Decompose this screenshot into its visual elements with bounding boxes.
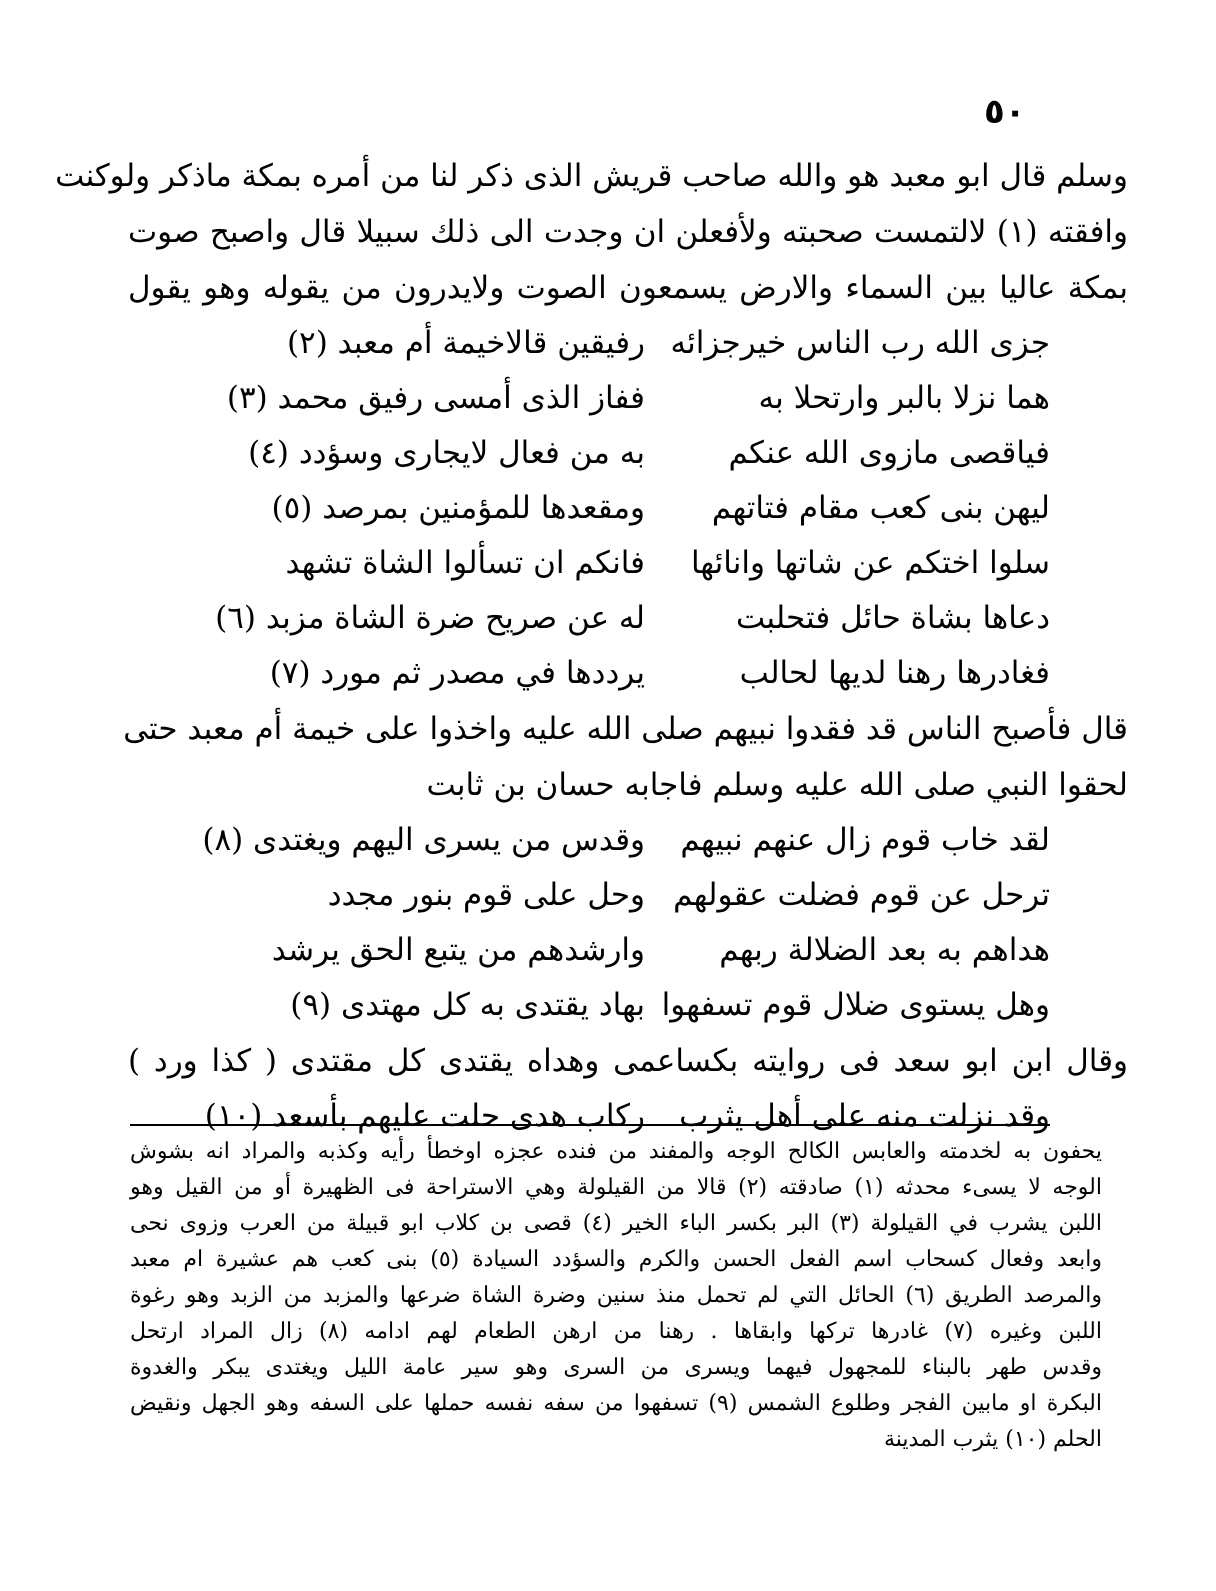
first-hemistich: ليهن بنى كعب مقام فتاتهم xyxy=(711,490,1050,526)
footnote-line: اللبن يشرب في القيلولة (٣) البر بكسر الباء الخير (٤) قصى بن كلاب ابو قبيلة من العرب وزوى نحى xyxy=(130,1211,1102,1236)
page-number: ٥٠ xyxy=(984,92,1026,132)
second-hemistich: وحل على قوم بنور مجدد xyxy=(327,877,645,913)
footnote-line: وابعد وفعال كسحاب اسم الفعل الحسن والكرم والسؤدد السيادة (٥) بنى كعب هم عشيرة ام معبد xyxy=(130,1247,1102,1272)
verse-line xyxy=(128,813,1128,868)
verse-line xyxy=(128,646,1128,701)
second-hemistich: ومقعدها للمؤمنين بمرصد (٥) xyxy=(271,490,645,526)
prose-line: لحقوا النبي صلى الله عليه وسلم فاجابه حسان بن ثابت xyxy=(426,767,1128,803)
first-hemistich: جزى الله رب الناس خيرجزائه xyxy=(670,325,1050,361)
verse-line xyxy=(128,481,1128,536)
first-hemistich: هما نزلا بالبر وارتحلا به xyxy=(758,380,1050,416)
second-hemistich: ففاز الذى أمسى رفيق محمد (٣) xyxy=(226,380,645,416)
first-hemistich: وقد نزلت منه على أهل يثرب xyxy=(679,1098,1050,1134)
footnote-line: وقدس طهر بالبناء للمجهول فيهما ويسرى من السرى وهو سير عامة الليل ويغتدى يبكر والغدوة xyxy=(130,1355,1102,1380)
prose-line: وسلم قال ابو معبد هو والله صاحب قريش الذى ذكر لنا من أمره بمكة ماذكر ولوكنت xyxy=(55,158,1128,194)
first-hemistich: دعاها بشاة حائل فتحلبت xyxy=(735,600,1050,636)
second-hemistich: ركاب هدى حلت عليهم بأسعد (١٠) xyxy=(204,1098,645,1134)
prose-line: وافقته (١) لالتمست صحبته ولأفعلن ان وجدت الى ذلك سبيلا قال واصبح صوت xyxy=(128,214,1128,250)
first-hemistich: فياقصى مازوى الله عنكم xyxy=(728,435,1050,471)
footnote-line: الحلم (١٠) يثرب المدينة xyxy=(884,1427,1102,1452)
second-hemistich: فانكم ان تسألوا الشاة تشهد xyxy=(285,545,645,581)
footnote-line: يحفون به لخدمته والعابس الكالح الوجه والمفند من فنده عجزه اوخطأ رأيه وكذبه والمراد انه بشوش xyxy=(130,1139,1102,1164)
second-hemistich: يرددها في مصدر ثم مورد (٧) xyxy=(269,655,645,691)
verse-line xyxy=(128,923,1128,978)
first-hemistich: وهل يستوى ضلال قوم تسفهوا xyxy=(661,987,1050,1023)
first-hemistich: ترحل عن قوم فضلت عقولهم xyxy=(673,877,1050,913)
second-hemistich: وقدس من يسرى اليهم ويغتدى (٨) xyxy=(202,822,645,858)
main-text xyxy=(55,148,1128,1144)
verse-line xyxy=(128,868,1128,923)
poem-umm-mabad xyxy=(128,316,1128,701)
second-hemistich: وارشدهم من يتبع الحق يرشد xyxy=(271,932,645,968)
footnote-line: اللبن وغيره (٧) غادرها تركها وابقاها . رهنا من ارهن الطعام لهم ادامه (٨) زال المراد ارتحل xyxy=(130,1319,1102,1344)
footnote-line: البكرة او مابين الفجر وطلوع الشمس (٩) تسفهوا من سفه نفسه حملها على السفه وهو الجهل ونقيض xyxy=(130,1391,1102,1416)
first-hemistich: سلوا اختكم عن شاتها وانائها xyxy=(690,545,1050,581)
first-hemistich: هداهم به بعد الضلالة ربهم xyxy=(719,932,1050,968)
footnote-separator xyxy=(130,1124,1050,1126)
second-hemistich: به من فعال لايجارى وسؤدد (٤) xyxy=(248,435,645,471)
second-hemistich: له عن صريح ضرة الشاة مزبد (٦) xyxy=(215,600,645,636)
first-hemistich: لقد خاب قوم زال عنهم نبيهم xyxy=(680,822,1050,858)
first-hemistich: فغادرها رهنا لديها لحالب xyxy=(739,655,1050,691)
variant-reading-line: وقال ابن ابو سعد فى روايته بكساعمى وهداه يقتدى كل مقتدى ( كذا ورد ) xyxy=(128,1043,1128,1079)
verse-line xyxy=(128,536,1128,591)
footnote-line: الوجه لا يسىء محدثه (١) صادقته (٢) قالا من القيلولة وهي الاستراحة فى الظهيرة أو من القيل وهو xyxy=(130,1175,1102,1200)
verse-line xyxy=(128,426,1128,481)
verse-line xyxy=(128,371,1128,426)
second-hemistich: رفيقين قالاخيمة أم معبد (٢) xyxy=(286,325,645,361)
verse-line xyxy=(128,591,1128,646)
prose-line: بمكة عاليا بين السماء والارض يسمعون الصوت ولايدرون من يقوله وهو يقول xyxy=(128,270,1128,306)
footnotes xyxy=(130,1134,1102,1458)
verse-line xyxy=(128,316,1128,371)
second-hemistich: بهاد يقتدى به كل مهتدى (٩) xyxy=(290,987,645,1023)
verse-line xyxy=(128,978,1128,1033)
poem-hassan xyxy=(128,813,1128,1033)
prose-line: قال فأصبح الناس قد فقدوا نبيهم صلى الله عليه واخذوا على خيمة أم معبد حتى xyxy=(123,711,1128,747)
footnote-line: والمرصد الطريق (٦) الحائل التي لم تحمل منذ سنين وضرة الشاة ضرعها والمزبد من الزبد وهو رغوة xyxy=(130,1283,1102,1308)
